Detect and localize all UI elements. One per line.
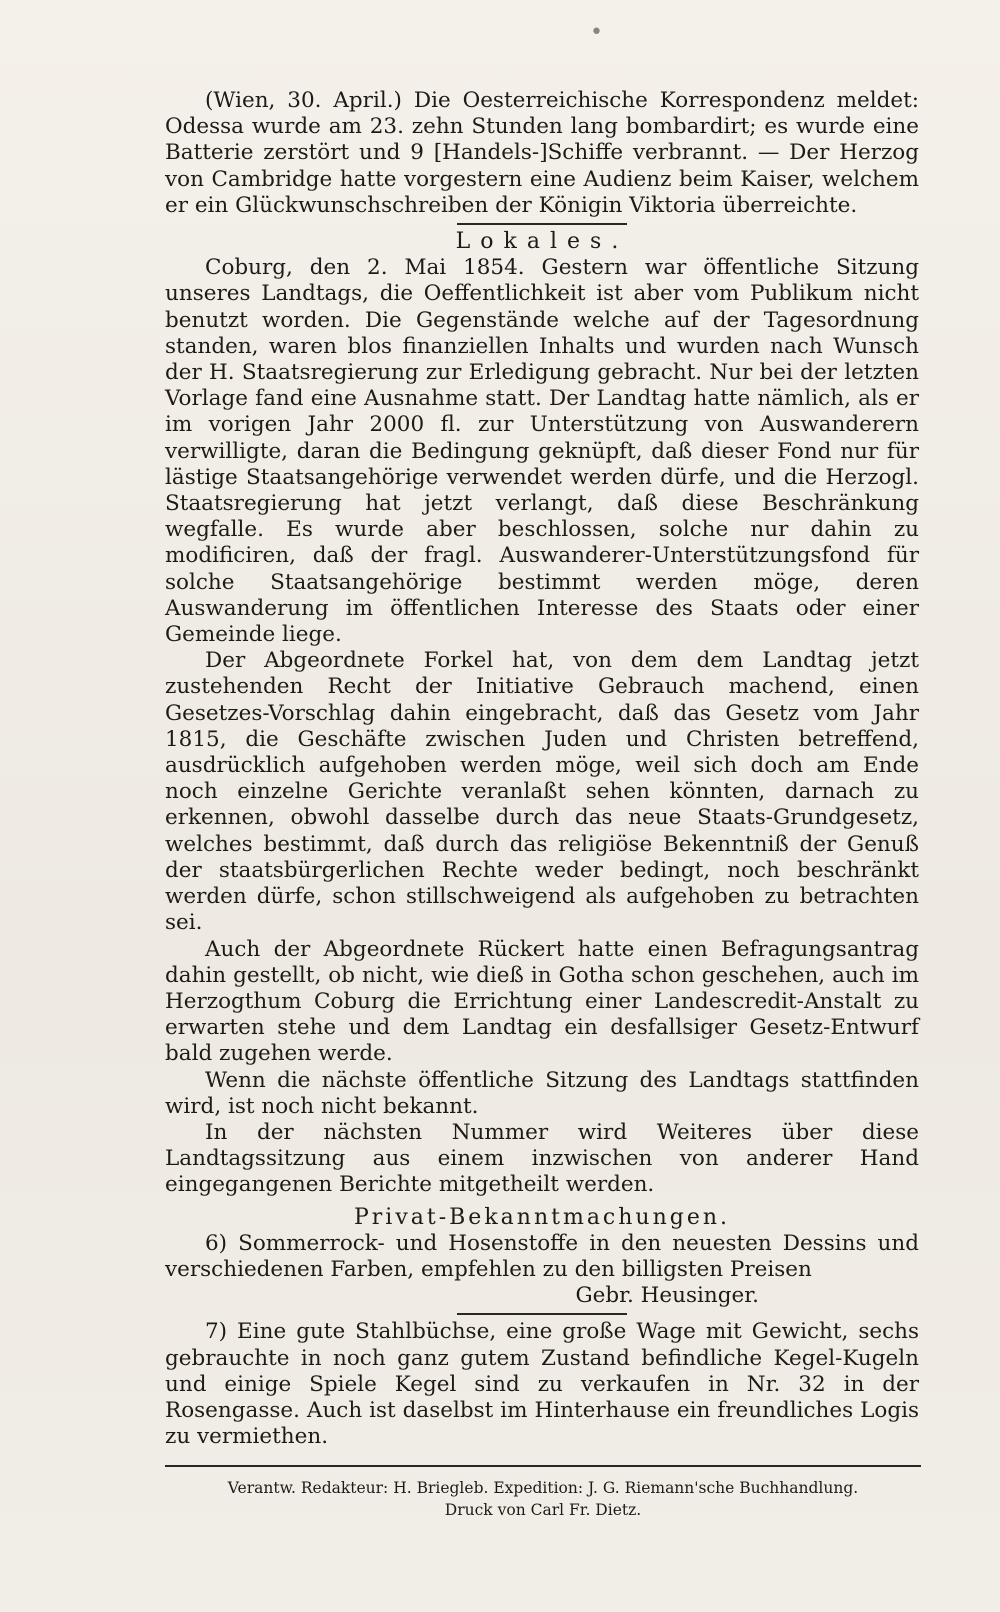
- section-rule: [457, 223, 627, 225]
- imprint-footer: [165, 1465, 921, 1521]
- advert-7: 7) Eine gute Stahlbüchse, eine große Wage mit Gewicht, sechs gebrauchte in noch ganz gutem Zustand befindliche Kegel-Kugeln und einige Spiele Kegel sind zu verkaufen in Nr. 32 in der Rosengasse. Auch ist daselbst im Hinterhause ein freundliches Logis zu vermiethen.: [165, 1319, 919, 1450]
- advert-6-signature: Gebr. Heusinger.: [575, 1283, 759, 1309]
- lokales-paragraph-4: Wenn die nächste öffentliche Sitzung des Landtags stattfinden wird, ist noch nicht bekannt.: [165, 1067, 919, 1119]
- section-heading-lokales: Lokales.: [455, 229, 629, 255]
- page-speck: •: [590, 20, 603, 45]
- news-wien: (Wien, 30. April.) Die Oesterreichische Korrespondenz meldet: Odessa wurde am 23. zehn Stunden lang bombardirt; es wurde eine Batterie zerstört und 9 [Handels-]Schiffe verbrannt. — Der Herzog von Cambridge hatte vorgestern eine Audienz beim Kaiser, welchem er ein Glückwunschschreiben der Königin Viktoria überreichte.: [165, 88, 919, 218]
- lokales-paragraph-3: Auch der Abgeordnete Rückert hatte einen Befragungsantrag dahin gestellt, ob nicht, wie dieß in Gotha schon geschehen, auch im Herzogthum Coburg die Errichtung einer Landescredit-Anstalt zu erwarten stehe und dem Landtag ein desfallsiger Gesetz-Entwurf bald zugehen werde.: [165, 936, 919, 1067]
- section-heading-privat: Privat-Bekanntmachungen.: [353, 1204, 731, 1230]
- imprint-line-2: Druck von Carl Fr. Dietz.: [444, 1501, 642, 1519]
- lokales-paragraph-1: Coburg, den 2. Mai 1854. Gestern war öffentliche Sitzung unseres Landtags, die Oeffentlichkeit ist aber vom Publikum nicht benutzt worden. Die Gegenstände welche auf der Tagesordnung standen, waren blos finanziellen Inhalts und wurden nach Wunsch der H. Staatsregierung zur Erledigung gebracht. Nur bei der letzten Vorlage fand eine Ausnahme statt. Der Landtag hatte nämlich, als er im vorigen Jahr 2000 fl. zur Unterstützung von Auswanderern verwilligte, daran die Bedingung geknüpft, daß dieser Fond nur für lästige Staatsangehörige verwendet werden dürfe, und die Herzogl. Staatsregierung hat jetzt verlangt, daß diese Beschränkung wegfalle. Es wurde aber beschlossen, solche nur dahin zu modificiren, daß der fragl. Auswanderer-Unterstützungsfond für solche Staatsangehörige bestimmt werden möge, deren Auswanderung im öffentlichen Interesse des Staats oder einer Gemeinde liege.: [165, 255, 919, 648]
- lokales-paragraph-5: In der nächsten Nummer wird Weiteres über diese Landtagssitzung aus einem inzwischen von anderer Hand eingegangenen Berichte mitgetheilt werden.: [165, 1119, 919, 1198]
- lokales-paragraph-2: Der Abgeordnete Forkel hat, von dem dem Landtag jetzt zustehenden Recht der Initiative Gebrauch machend, einen Gesetzes-Vorschlag dahin eingebracht, daß das Gesetz vom Jahr 1815, die Geschäfte zwischen Juden und Christen betreffend, ausdrücklich aufgehoben werden möge, weil sich doch am Ende noch einzelne Gerichte veranlaßt sehen könnten, darnach zu erkennen, obwohl dasselbe durch das neue Staats-Grundgesetz, welches bestimmt, daß durch das religiöse Bekenntniß der Genuß der staatsbürgerlichen Rechte weder bedingt, noch beschränkt werden dürfe, schon stillschweigend als aufgehoben zu betrachten sei.: [165, 648, 919, 936]
- advert-rule: [457, 1313, 627, 1315]
- article-column: [165, 88, 919, 1450]
- advert-6: 6) Sommerrock- und Hosenstoffe in den neuesten Dessins und verschiedenen Farben, empfehlen zu den billigsten Preisen: [165, 1230, 919, 1282]
- imprint-line-1: Verantw. Redakteur: H. Briegleb. Expedition: J. G. Riemann'sche Buchhandlung.: [227, 1479, 859, 1497]
